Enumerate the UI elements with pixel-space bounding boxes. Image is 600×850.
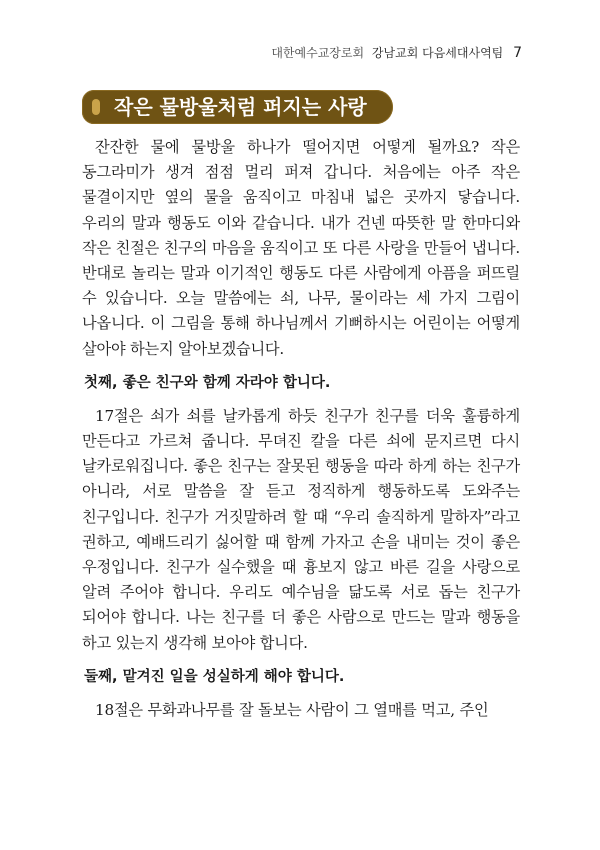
title-bar — [82, 90, 393, 124]
section2-paragraph: 18절은 무화과나무를 잘 돌보는 사람이 그 열매를 먹고, 주인 — [95, 700, 489, 719]
title-banner — [82, 90, 393, 124]
page-title: 작은 물방울처럼 퍼지는 사랑 — [114, 95, 367, 119]
header-org: 대한예수교장로회 — [271, 46, 365, 60]
article-body — [82, 135, 520, 723]
running-header — [271, 44, 522, 61]
section2-heading: 둘째, 맡겨진 일을 성실하게 해야 합니다. — [84, 668, 345, 685]
section1-heading: 첫째, 좋은 친구와 함께 자라야 합니다. — [84, 374, 331, 391]
intro-paragraph: 잔잔한 물에 물방울 하나가 떨어지면 어떻게 될까요? 작은 동그라미가 생겨 점점 멀리 퍼져 갑니다. 처음에는 아주 작은 물결이지만 옆의 물을 움직이고 마침내 넓은 곳까지 닿습니다. 우리의 말과 행동도 이와 같습니다. 내가 건넨 따뜻한 말 한마디와 작은 친절은 친구의 마음을 움직이고 또 다른 사랑을 만들어 냅니다. 반대로 놀리는 말과 이기적인 행동도 다른 사람에게 아픔을 퍼뜨릴 수 있습니다. 오늘 말씀에는 쇠, 나무, 물이라는 세 가지 그림이 나옵니다. 이 그림을 통해 하나님께서 기뻐하시는 어린이는 어떻게 살아야 하는지 알아보겠습니다. — [82, 138, 520, 358]
header-church-team: 강남교회 다음세대사역팀 — [371, 46, 504, 60]
section1-paragraph: 17절은 쇠가 쇠를 날카롭게 하듯 친구가 친구를 더욱 훌륭하게 만든다고 가르쳐 줍니다. 무뎌진 칼을 다른 쇠에 문지르면 다시 날카로워집니다. 좋은 친구는 잘못된 행동을 따라 하게 하는 친구가 아니라, 서로 말씀을 잘 듣고 정직하게 행동하도록 도와주는 친구입니다. 친구가 거짓말하려 할 때 “우리 솔직하게 말하자”라고 권하고, 예배드리기 싫어할 때 함께 가자고 손을 내미는 것이 좋은 우정입니다. 친구가 실수했을 때 흉보지 않고 바른 길을 사랑으로 알려 주어야 합니다. 우리도 예수님을 닮도록 서로 돕는 친구가 되어야 합니다. 나는 친구를 더 좋은 사람으로 만드는 말과 행동을 하고 있는지 생각해 보아야 합니다. — [82, 406, 520, 652]
page-number: 7 — [513, 45, 522, 61]
title-accent-shape — [92, 99, 100, 115]
